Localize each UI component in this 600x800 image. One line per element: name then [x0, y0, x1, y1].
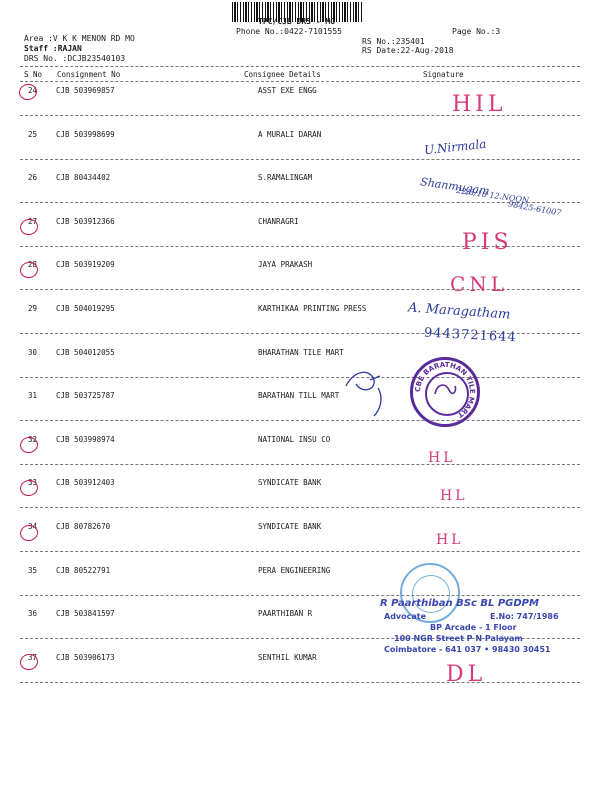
col-consignment: Consignment No	[57, 70, 121, 79]
signature-date-time: 22/8/18 12.NOON	[455, 185, 530, 206]
row-sno: 24	[28, 86, 38, 95]
row-sno: 30	[28, 347, 38, 357]
row-sno: 28	[28, 260, 38, 270]
divider	[20, 81, 580, 82]
row-divider	[20, 551, 580, 552]
annotation-hl: HL	[428, 450, 456, 466]
row-sno: 37	[28, 652, 38, 662]
table-row	[20, 173, 580, 185]
row-consignee: SENTHIL KUMAR	[258, 652, 317, 662]
table-row	[20, 435, 580, 447]
row-sno: 34	[28, 522, 38, 531]
row-consignment-no: CJB 504012055	[56, 347, 115, 357]
signature-phone: 98425-61007	[507, 199, 562, 218]
col-consignee: Consignee Details	[244, 70, 321, 79]
advocate-enrolment: E.No: 747/1986	[490, 612, 559, 621]
advocate-role: Advocate	[384, 612, 427, 621]
row-consignee: PERA ENGINEERING	[258, 565, 331, 575]
col-signature: Signature	[423, 70, 464, 79]
advocate-address-1: BP Arcade - 1 Floor	[430, 623, 517, 632]
row-consignment-no: CJB 80522791	[56, 565, 111, 575]
signature-mobile: 9443721644	[423, 325, 518, 346]
phone-number: Phone No.:0422-7101555	[236, 27, 342, 36]
report-title: TPC/CJB DRS - MO	[258, 17, 336, 26]
row-sno: 26	[28, 173, 38, 183]
signature-nirmala: U.Nirmala	[423, 136, 487, 158]
row-consignee: ASST EXE ENGG	[258, 86, 317, 95]
row-divider	[20, 682, 580, 683]
page-number: Page No.:3	[452, 27, 501, 36]
row-consignee: BARATHAN TILL MART	[258, 391, 340, 401]
stamp-ring-text: CBE BARATHAN TILE MART	[413, 360, 477, 419]
advocate-address-3: Coimbatore - 641 037 • 98430 30451	[384, 645, 551, 654]
row-divider	[20, 595, 580, 596]
annotation-dl: DL	[446, 662, 487, 687]
row-consignee: JAYA PRAKASH	[258, 260, 313, 270]
row-sno: 33	[28, 478, 38, 488]
row-sno: 29	[28, 304, 38, 313]
row-sno: 27	[28, 216, 38, 226]
staff-label: Staff :RAJAN	[24, 44, 82, 53]
row-consignment-no: CJB 80782670	[56, 522, 111, 531]
area-label: Area :V K K MENON RD MO	[24, 34, 135, 43]
row-consignee: S.RAMALINGAM	[258, 173, 313, 183]
row-divider	[20, 159, 580, 160]
row-consignee: SYNDICATE BANK	[258, 478, 322, 488]
annotation-cnl: CNL	[450, 272, 509, 296]
row-sno: 35	[28, 565, 38, 575]
row-divider	[20, 377, 580, 378]
row-sno: 32	[28, 434, 38, 444]
table-row	[20, 478, 580, 490]
signature-scribble	[340, 358, 390, 418]
row-consignee: KARTHIKAA PRINTING PRESS	[258, 304, 367, 313]
advocate-address-2: 100 NGR Street P N Palayam	[394, 634, 523, 643]
annotation-pis: PIS	[462, 230, 513, 255]
table-row	[20, 653, 580, 665]
table-row	[20, 522, 580, 534]
svg-text:CBE BARATHAN TILE MART	[414, 361, 476, 419]
divider	[20, 66, 580, 67]
table-row	[20, 217, 580, 229]
table-row	[20, 260, 580, 272]
table-row	[20, 391, 580, 403]
row-consignee: CHANRAGRI	[258, 216, 299, 226]
row-sno: 36	[28, 609, 38, 619]
row-divider	[20, 464, 580, 465]
signature-maragatham: A. Maragatham	[407, 300, 511, 323]
row-consignee: SYNDICATE BANK	[258, 522, 322, 531]
table-row	[20, 566, 580, 578]
row-consignment-no: CJB 503912366	[56, 216, 115, 226]
table-row	[20, 348, 580, 360]
annotation-hl: HL	[440, 488, 468, 504]
row-divider	[20, 507, 580, 508]
row-consignment-no: CJB 504019295	[56, 304, 115, 313]
advocate-name: R Paarthiban BSc BL PGDPM	[380, 598, 539, 609]
row-consignment-no: CJB 503998974	[56, 434, 115, 444]
row-consignment-no: CJB 503841597	[56, 609, 115, 619]
col-sno: S No	[24, 70, 43, 79]
company-stamp	[410, 357, 480, 427]
drs-number: DRS No. :DCJB23540103	[24, 54, 126, 63]
row-consignee: NATIONAL INSU CO	[258, 434, 331, 444]
rs-date: RS Date:22-Aug-2018	[362, 46, 454, 55]
row-consignment-no: CJB 503906173	[56, 652, 115, 662]
row-sno: 31	[28, 391, 38, 401]
rs-number: RS No.:235401	[362, 37, 425, 46]
row-consignment-no: CJB 80434402	[56, 173, 111, 183]
row-consignee: BHARATHAN TILE MART	[258, 347, 344, 357]
row-divider	[20, 202, 580, 203]
row-consignment-no: CJB 503998699	[56, 129, 115, 139]
row-divider	[20, 420, 580, 421]
annotation-hl: HL	[436, 532, 464, 548]
signature-shanmugam: Shanmugam	[419, 175, 491, 198]
row-consignment-no: CJB 503912403	[56, 478, 115, 488]
row-consignee: PAARTHIBAN R	[258, 609, 313, 619]
row-sno: 25	[28, 129, 38, 139]
row-consignee: A MURALI DARAN	[258, 129, 322, 139]
annotation-hil: HIL	[452, 92, 507, 117]
table-row	[20, 130, 580, 142]
row-consignment-no: CJB 503919209	[56, 260, 115, 270]
row-consignment-no: CJB 503969857	[56, 86, 115, 95]
row-consignment-no: CJB 503725787	[56, 391, 115, 401]
